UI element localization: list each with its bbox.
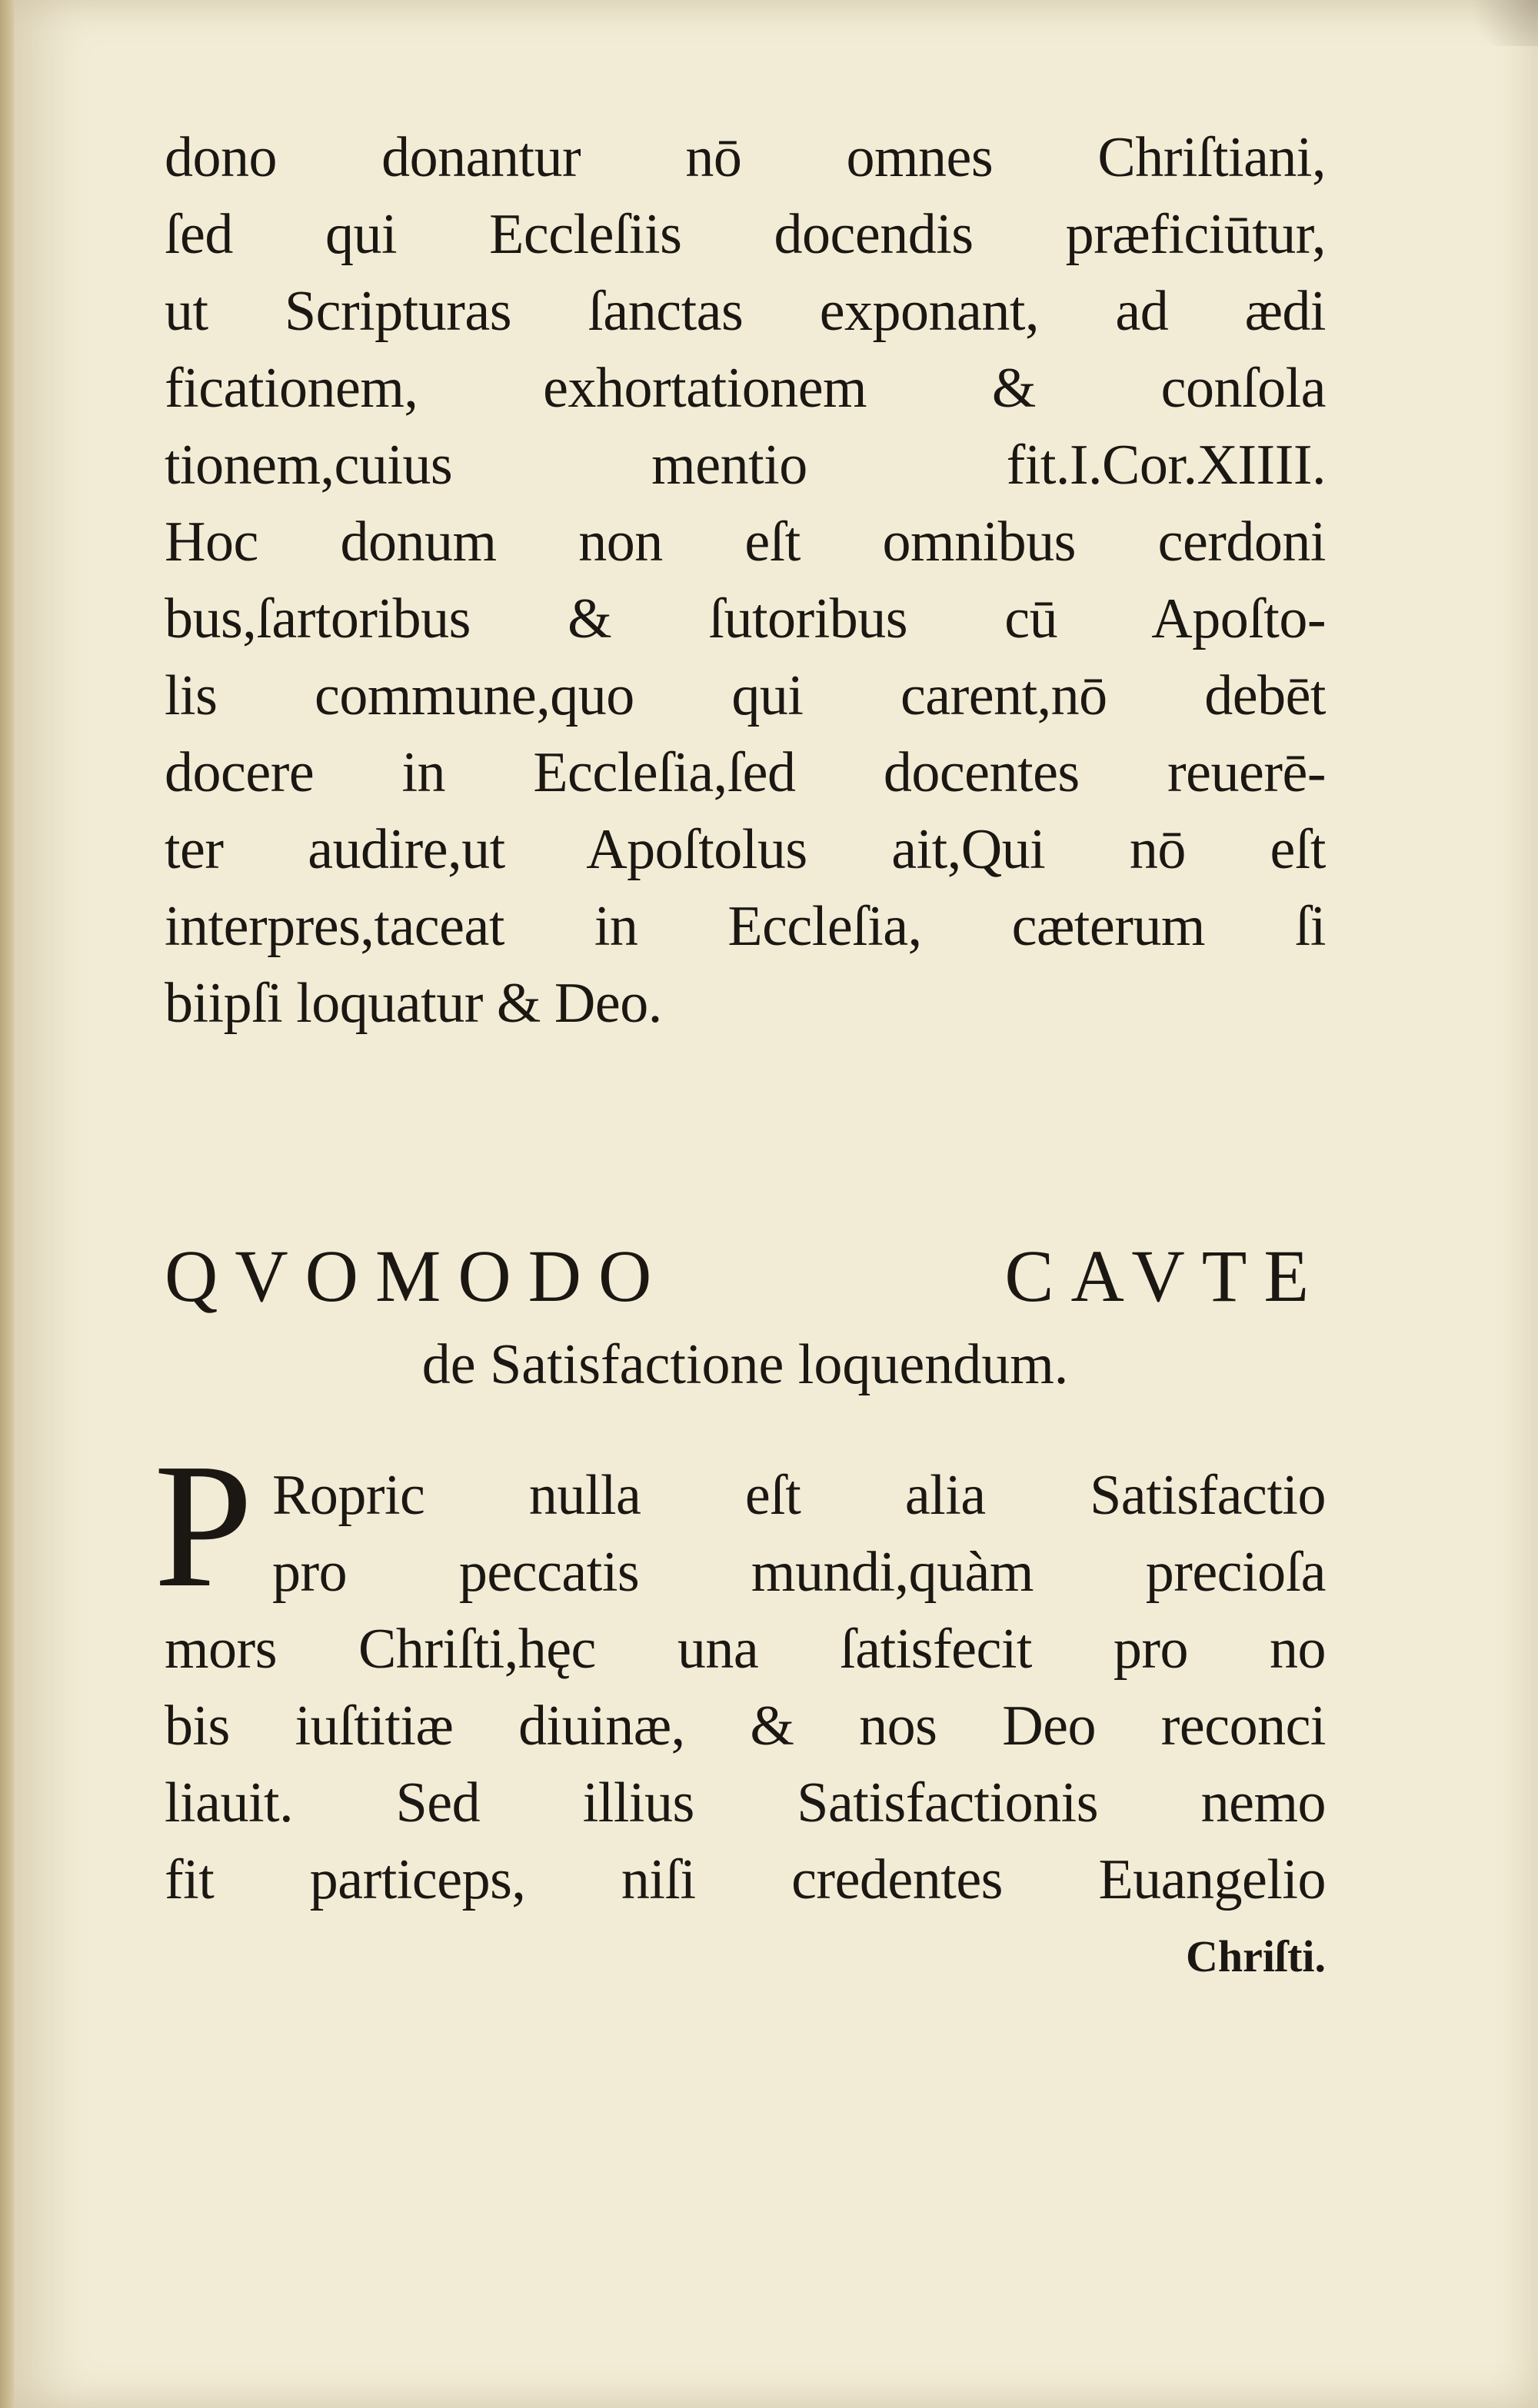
section-heading: QVOMODO CAVTE [165, 1235, 1326, 1317]
body-text-part2 [154, 1427, 1326, 1918]
text-line: mors Chriſti,hęc una ſatisfecit pro no [165, 1618, 1326, 1681]
text-line: bis iuſtitiæ diuinæ, & nos Deo reconci [165, 1695, 1326, 1758]
page-edge [0, 0, 14, 2408]
text-line: ficationem, exhortationem & conſola [165, 357, 1326, 420]
text-line: ſed qui Eccleſiis docendis præficiūtur, [165, 203, 1326, 266]
text-line: interpres,taceat in Eccleſia, cæterum ſi [165, 895, 1326, 958]
text-line: fit particeps, niſi credentes Euangelio [165, 1848, 1326, 1911]
text-line: docere in Eccleſia,ſed docentes reuerē- [165, 741, 1326, 804]
text-line: ter audire,ut Apoſtolus ait,Qui nō eſt [165, 818, 1326, 881]
corner-stain [1453, 0, 1538, 46]
text-line: bus,ſartoribus & ſutoribus cū Apoſto- [165, 587, 1326, 650]
text-line: dono donantur nō omnes Chriſtiani, [165, 126, 1326, 189]
section-subheading: de Satisfactione loquendum. [421, 1333, 1069, 1396]
text-line: Hoc donum non eſt omnibus cerdoni [165, 511, 1326, 574]
text-line: liauit. Sed illius Satisfactionis nemo [165, 1771, 1326, 1834]
text-line: lis commune,quo qui carent,nō debēt [165, 664, 1326, 727]
text-line: ut Scripturas ſanctas exponant, ad ædi [165, 280, 1326, 343]
drop-cap: P [154, 1427, 254, 1625]
text-line: Ropric nulla eſt alia Satisfactio [272, 1464, 1326, 1527]
body-text-part1 [165, 119, 1326, 1042]
text-line: biipſi loquatur & Deo. [165, 972, 662, 1035]
text-line: pro peccatis mundi,quàm precioſa [272, 1541, 1326, 1604]
text-line: tionem,cuius mentio fit.I.Cor.XIIII. [165, 434, 1326, 497]
catchword: Chriſti. [1185, 1931, 1326, 1981]
